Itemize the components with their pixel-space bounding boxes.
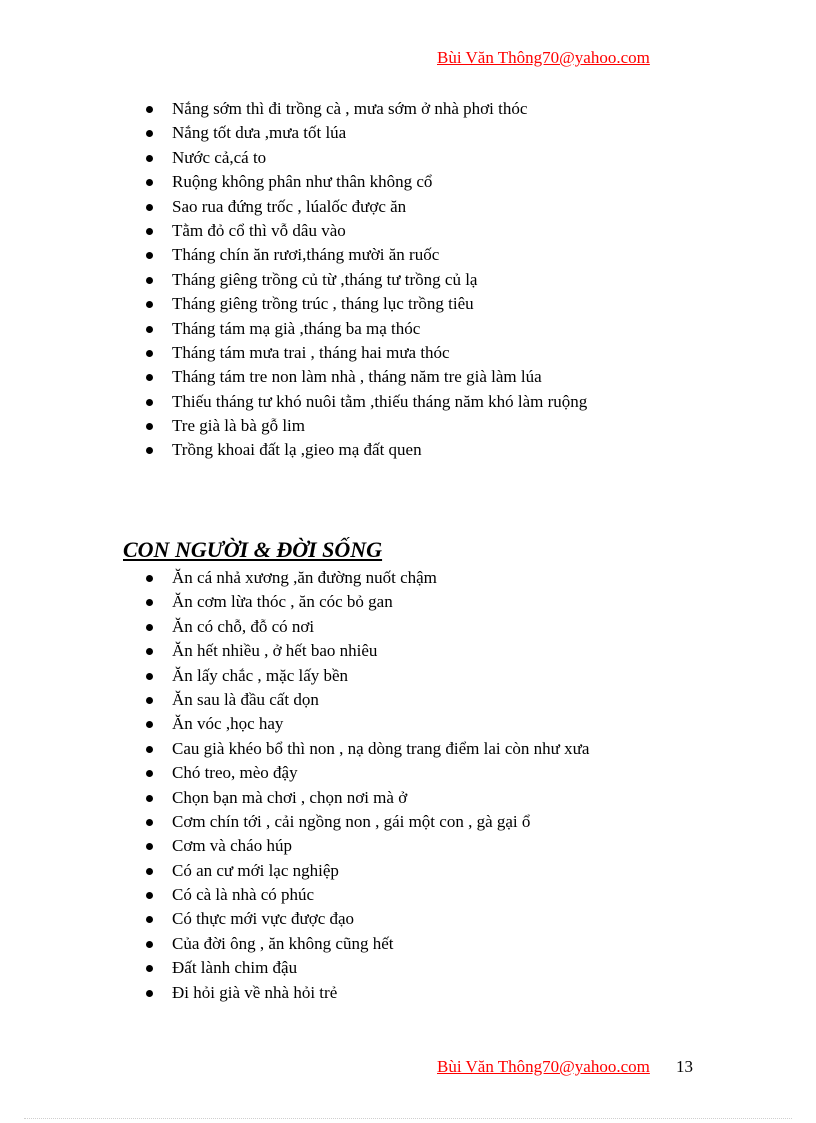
- bullet-icon: [146, 843, 153, 850]
- bullet-icon: [146, 350, 153, 357]
- bullet-icon: [146, 326, 153, 333]
- list-item: [146, 438, 786, 462]
- bullet-icon: [146, 155, 153, 162]
- list-item: [146, 956, 786, 980]
- bullet-icon: [146, 228, 153, 235]
- list-item-text: Trồng khoai đất lạ ,gieo mạ đất quen: [172, 440, 422, 460]
- list-item-text: Của đời ông , ăn không cũng hết: [172, 933, 394, 953]
- list-item-text: Ăn có chỗ, đỗ có nơi: [172, 616, 315, 636]
- list-item-text: Ăn cơm lừa thóc , ăn cóc bỏ gan: [172, 592, 393, 612]
- section-heading: CON NGƯỜI & ĐỜI SỐNG: [123, 537, 383, 562]
- list-item-text: Tháng chín ăn rươi,tháng mười ăn ruốc: [172, 245, 440, 265]
- list-item-text: Nắng sớm thì đi trồng cà , mưa sớm ở nhà phơi thóc: [172, 99, 528, 118]
- bullet-icon: [146, 399, 153, 406]
- list-item: [146, 810, 786, 834]
- list-item: [146, 932, 786, 956]
- bullet-icon: [146, 447, 153, 454]
- list-item: [146, 146, 786, 170]
- list-item-text: Ăn hết nhiều , ở hết bao nhiêu: [172, 641, 378, 661]
- list-item: [146, 317, 786, 341]
- list-item-text: Cau già khéo bổ thì non , nạ dòng trang điểm lai còn như xưa: [172, 738, 590, 758]
- list-item-text: Tre già là bà gỗ lim: [172, 416, 305, 436]
- bullet-icon: [146, 624, 153, 631]
- bullet-icon: [146, 423, 153, 430]
- bullet-icon: [146, 892, 153, 899]
- list-item: [146, 615, 786, 639]
- list-item-text: Ruộng không phân như thân không cổ: [172, 172, 433, 192]
- list-item-text: Tháng giêng trồng củ từ ,tháng tư trồng củ lạ: [172, 269, 478, 289]
- list-item-text: Tháng tám mưa trai , tháng hai mưa thóc: [172, 342, 450, 362]
- list-item: [146, 712, 786, 736]
- bullet-icon: [146, 575, 153, 582]
- list-item: [146, 121, 786, 145]
- list-item: [146, 786, 786, 810]
- list-item-text: Tháng tám mạ già ,tháng ba mạ thóc: [172, 318, 421, 338]
- list-item-text: Chọn bạn mà chơi , chọn nơi mà ở: [172, 787, 408, 807]
- list-item-text: Có thực mới vực được đạo: [172, 909, 355, 929]
- proverb-list-people-life: [146, 566, 786, 1005]
- bullet-icon: [146, 916, 153, 923]
- bullet-icon: [146, 990, 153, 997]
- list-item-text: Thiếu tháng tư khó nuôi tằm ,thiếu tháng năm khó làm ruộng: [172, 391, 588, 411]
- list-item: [146, 566, 786, 590]
- bullet-icon: [146, 770, 153, 777]
- bullet-icon: [146, 106, 153, 113]
- page-number: 13: [676, 1057, 693, 1076]
- list-item-text: Nước cả,cá to: [172, 147, 267, 167]
- list-item: [146, 737, 786, 761]
- bullet-icon: [146, 795, 153, 802]
- bullet-icon: [146, 648, 153, 655]
- list-item: [146, 761, 786, 785]
- list-item-text: Nắng tốt dưa ,mưa tốt lúa: [172, 123, 347, 143]
- list-item: [146, 664, 786, 688]
- bullet-icon: [146, 374, 153, 381]
- bullet-icon: [146, 965, 153, 972]
- bullet-icon: [146, 941, 153, 948]
- bullet-icon: [146, 697, 153, 704]
- list-item: [146, 170, 786, 194]
- header-email-link[interactable]: Bùi Văn Thông70@yahoo.com: [437, 48, 650, 67]
- list-item-text: Ăn sau là đầu cất dọn: [172, 689, 319, 709]
- list-item: [146, 981, 786, 1005]
- list-item-text: Tháng tám tre non làm nhà , tháng năm tre già làm lúa: [172, 367, 542, 387]
- list-item-text: Tằm đỏ cổ thì vỗ dâu vào: [172, 220, 346, 240]
- list-item: [146, 365, 786, 389]
- bullet-icon: [146, 721, 153, 728]
- bullet-icon: [146, 277, 153, 284]
- list-item: [146, 219, 786, 243]
- list-item-text: Đất lành chim đậu: [172, 958, 298, 978]
- proverb-list-agriculture: [146, 97, 786, 463]
- list-item: [146, 195, 786, 219]
- list-item: [146, 292, 786, 316]
- list-item: [146, 414, 786, 438]
- page-bottom-border: [24, 1118, 792, 1119]
- list-item: [146, 590, 786, 614]
- list-item-text: Chó treo, mèo đậy: [172, 763, 298, 783]
- list-item: [146, 883, 786, 907]
- bullet-icon: [146, 130, 153, 137]
- list-item: [146, 243, 786, 267]
- list-item-text: Sao rua đứng trốc , lúalốc được ăn: [172, 196, 407, 216]
- list-item: [146, 268, 786, 292]
- bullet-icon: [146, 599, 153, 606]
- list-item: [146, 859, 786, 883]
- list-item: [146, 688, 786, 712]
- bullet-icon: [146, 746, 153, 753]
- list-item-text: Có cà là nhà có phúc: [172, 885, 315, 905]
- bullet-icon: [146, 252, 153, 259]
- bullet-icon: [146, 301, 153, 308]
- footer-email-link[interactable]: Bùi Văn Thông70@yahoo.com: [437, 1057, 650, 1076]
- list-item-text: Có an cư mới lạc nghiệp: [172, 860, 339, 880]
- list-item-text: Ăn vóc ,học hay: [172, 714, 284, 734]
- bullet-icon: [146, 179, 153, 186]
- list-item: [146, 97, 786, 121]
- list-item: [146, 390, 786, 414]
- list-item: [146, 907, 786, 931]
- list-item-text: Ăn cá nhả xương ,ăn đường nuốt chậm: [172, 568, 437, 587]
- bullet-icon: [146, 819, 153, 826]
- list-item: [146, 639, 786, 663]
- bullet-icon: [146, 204, 153, 211]
- bullet-icon: [146, 673, 153, 680]
- list-item-text: Cơm và cháo húp: [172, 836, 292, 856]
- list-item-text: Cơm chín tới , cải ngồng non , gái một con , gà gại ổ: [172, 811, 531, 831]
- list-item: [146, 341, 786, 365]
- bullet-icon: [146, 868, 153, 875]
- list-item: [146, 834, 786, 858]
- list-item-text: Tháng giêng trồng trúc , tháng lục trồng tiêu: [172, 294, 474, 314]
- list-item-text: Đi hỏi già về nhà hỏi trẻ: [172, 982, 338, 1002]
- list-item-text: Ăn lấy chắc , mặc lấy bền: [172, 665, 349, 685]
